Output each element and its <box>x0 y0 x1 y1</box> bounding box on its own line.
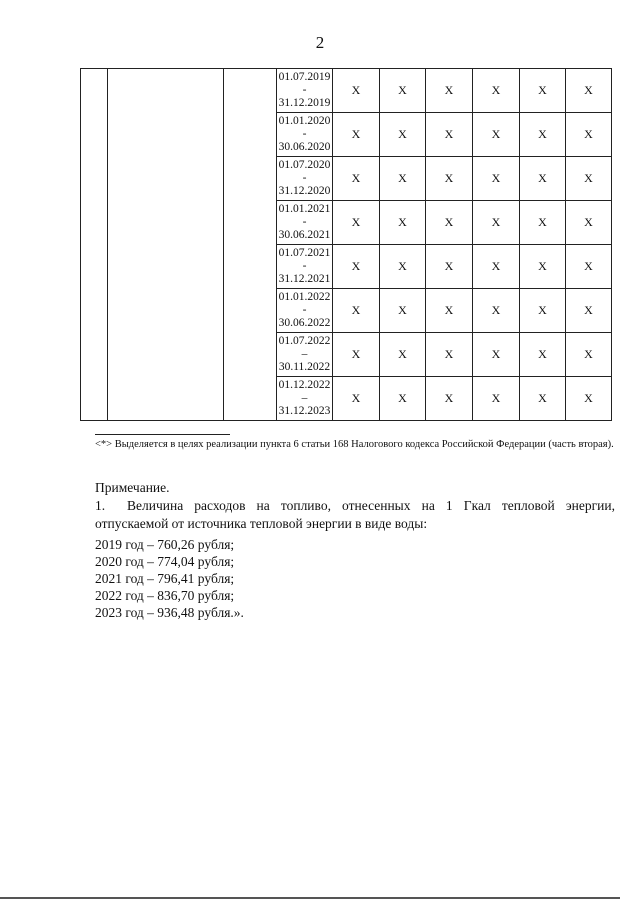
tariff-table <box>80 68 612 421</box>
value-cell: X <box>520 289 566 333</box>
value-cell: X <box>333 113 380 157</box>
value-cell: X <box>520 201 566 245</box>
value-cell: X <box>380 113 426 157</box>
value-cell: X <box>426 333 473 377</box>
value-cell: X <box>473 289 520 333</box>
value-line: 2020 год – 774,04 рубля; <box>95 554 235 569</box>
value-line: 2021 год – 796,41 рубля; <box>95 571 235 586</box>
value-cell: X <box>380 377 426 421</box>
value-cell: X <box>333 69 380 113</box>
value-cell: X <box>473 377 520 421</box>
value-cell: X <box>426 201 473 245</box>
value-line: 2022 год – 836,70 рубля; <box>95 588 235 603</box>
value-cell: X <box>566 245 612 289</box>
period-cell: 01.07.2022 – 30.11.2022 <box>277 333 333 377</box>
value-cell: X <box>520 113 566 157</box>
value-cell: X <box>566 377 612 421</box>
blank-cell <box>108 69 224 421</box>
period-cell: 01.01.2022 - 30.06.2022 <box>277 289 333 333</box>
footnote: <*> Выделяется в целях реализации пункта 6 статьи 168 Налогового кодекса Российской Федерации (часть вторая). <box>95 439 614 450</box>
value-cell: X <box>520 377 566 421</box>
value-cell: X <box>333 289 380 333</box>
value-line: 2019 год – 760,26 рубля; <box>95 537 235 552</box>
value-cell: X <box>426 157 473 201</box>
value-cell: X <box>566 157 612 201</box>
page-bottom-edge <box>0 897 620 899</box>
note-heading: Примечание. <box>95 480 170 495</box>
value-cell: X <box>426 69 473 113</box>
value-cell: X <box>473 201 520 245</box>
value-cell: X <box>566 333 612 377</box>
table-row <box>81 69 612 113</box>
value-cell: X <box>473 333 520 377</box>
value-cell: X <box>566 69 612 113</box>
value-cell: X <box>380 69 426 113</box>
value-cell: X <box>380 157 426 201</box>
blank-cell <box>224 69 277 421</box>
value-cell: X <box>520 157 566 201</box>
fuel-cost-values <box>95 536 244 621</box>
value-cell: X <box>380 333 426 377</box>
period-cell: 01.01.2020 - 30.06.2020 <box>277 113 333 157</box>
value-cell: X <box>520 69 566 113</box>
value-cell: X <box>566 289 612 333</box>
note-item-text: Величина расходов на топливо, отнесенных на 1 Гкал тепловой энергии, отпускаемой от источника тепловой энергии в виде воды: <box>95 498 615 531</box>
period-cell: 01.07.2019 - 31.12.2019 <box>277 69 333 113</box>
value-cell: X <box>333 201 380 245</box>
value-cell: X <box>426 289 473 333</box>
period-cell: 01.07.2021 - 31.12.2021 <box>277 245 333 289</box>
value-cell: X <box>473 245 520 289</box>
value-cell: X <box>566 201 612 245</box>
value-line: 2023 год – 936,48 рубля.». <box>95 605 244 620</box>
value-cell: X <box>426 377 473 421</box>
value-cell: X <box>333 377 380 421</box>
period-cell: 01.01.2021 - 30.06.2021 <box>277 201 333 245</box>
value-cell: X <box>333 333 380 377</box>
value-cell: X <box>333 245 380 289</box>
value-cell: X <box>473 157 520 201</box>
value-cell: X <box>426 245 473 289</box>
value-cell: X <box>473 69 520 113</box>
footnote-divider <box>95 434 230 435</box>
period-cell: 01.12.2022 – 31.12.2023 <box>277 377 333 421</box>
period-cell: 01.07.2020 - 31.12.2020 <box>277 157 333 201</box>
value-cell: X <box>380 201 426 245</box>
value-cell: X <box>380 289 426 333</box>
value-cell: X <box>520 333 566 377</box>
value-cell: X <box>473 113 520 157</box>
note-item <box>95 497 615 533</box>
page-number: 2 <box>315 33 325 52</box>
value-cell: X <box>426 113 473 157</box>
value-cell: X <box>566 113 612 157</box>
value-cell: X <box>520 245 566 289</box>
note-item-number: 1. <box>95 498 106 513</box>
value-cell: X <box>333 157 380 201</box>
value-cell: X <box>380 245 426 289</box>
blank-cell <box>81 69 108 421</box>
